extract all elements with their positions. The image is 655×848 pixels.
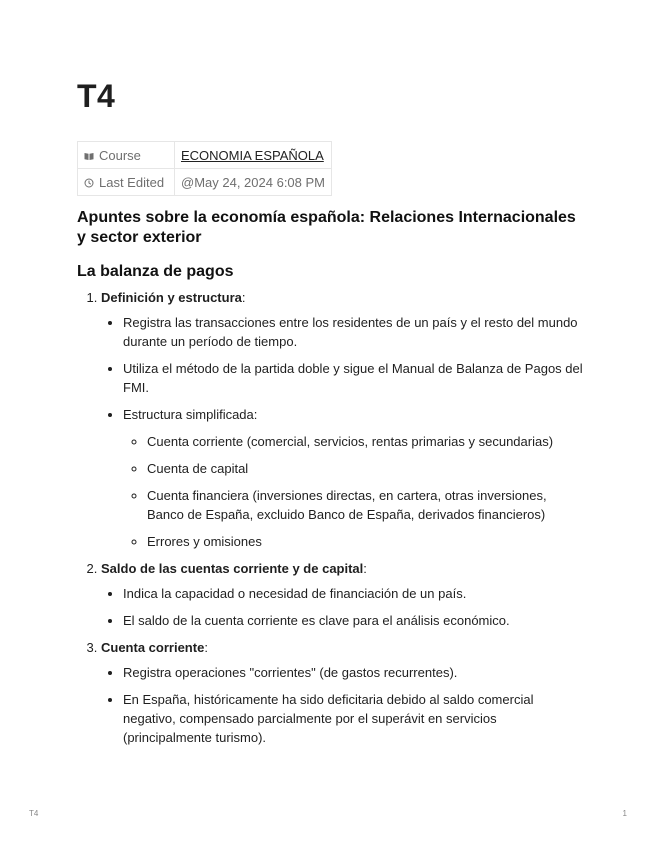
sub-bullet-list — [123, 432, 587, 551]
list-item: 1. Definición y estructura: • Registra las transacciones entre los residentes de un país y el resto del mundo durante un período de tiempo. • Utiliza el método de la partida doble y sigue el Manual de Balanza de Pagos del FMI. • Estructura simplificada: ◦ Cuenta corriente (comercial, servicios, rentas primarias y secundarias) ◦ Cuenta de capital ◦ Cuenta financiera (inversiones directas, en cartera, otras inversiones, Banco de España, excluido Banco de España, derivados financieros) ◦ Errores y omisiones — [101, 288, 587, 551]
clock-icon — [84, 178, 94, 188]
sub-bullet-item: ◦ Cuenta de capital — [147, 459, 587, 478]
item-title: Saldo de las cuentas corriente y de capital — [101, 561, 364, 576]
book-icon — [84, 151, 94, 161]
list-item: 3. Cuenta corriente: • Registra operaciones "corrientes" (de gastos recurrentes). • En España, históricamente ha sido deficitaria debido al saldo comercial negativo, compensado parcialmente por el superávit en servicios (principalmente turismo). — [101, 638, 587, 747]
bullet-item: • Registra operaciones "corrientes" (de gastos recurrentes). — [123, 663, 587, 682]
bullet-item: • El saldo de la cuenta corriente es clave para el análisis económico. — [123, 611, 587, 630]
numbered-list — [77, 288, 587, 747]
footer-page-number: 1 — [622, 809, 627, 818]
sub-bullet-item: ◦ Cuenta corriente (comercial, servicios, rentas primarias y secundarias) — [147, 432, 587, 451]
bullet-item: • Registra las transacciones entre los residentes de un país y el resto del mundo durante un período de tiempo. — [123, 313, 587, 351]
item-title: Cuenta corriente — [101, 640, 205, 655]
property-key — [78, 142, 175, 169]
item-title: Definición y estructura — [101, 290, 242, 305]
course-link[interactable]: ECONOMIA ESPAÑOLA — [181, 147, 324, 163]
bullet-list — [101, 584, 587, 630]
subsection-heading: La balanza de pagos — [77, 263, 234, 280]
property-row-course — [78, 142, 332, 169]
bullet-item: • Indica la capacidad o necesidad de financiación de un país. — [123, 584, 587, 603]
sub-bullet-item: ◦ Errores y omisiones — [147, 532, 587, 551]
bullet-text: Estructura simplificada: — [123, 407, 258, 422]
bullet-list — [101, 663, 587, 747]
bullet-item: • En España, históricamente ha sido deficitaria debido al saldo comercial negativo, compensado parcialmente por el superávit en servicios (principalmente turismo). — [123, 690, 587, 747]
section-heading: Apuntes sobre la economía española: Relaciones Internacionales y sector exterior — [77, 209, 576, 246]
bullet-list — [101, 313, 587, 551]
properties-table — [77, 141, 332, 196]
property-row-last-edited — [78, 169, 332, 196]
footer-page-title: T4 — [29, 809, 39, 818]
property-key-label: Course — [99, 147, 141, 163]
property-value — [175, 142, 332, 169]
property-key-label: Last Edited — [99, 174, 165, 190]
bullet-item: • Utiliza el método de la partida doble y sigue el Manual de Balanza de Pagos del FMI. — [123, 359, 587, 397]
property-key — [78, 169, 175, 196]
property-value: @May 24, 2024 6:08 PM — [175, 169, 332, 196]
sub-bullet-item: ◦ Cuenta financiera (inversiones directas, en cartera, otras inversiones, Banco de España, excluido Banco de España, derivados financieros) — [147, 486, 587, 524]
content — [77, 208, 587, 755]
page-title: T4 — [77, 78, 116, 114]
bullet-item — [123, 405, 587, 551]
list-item: 2. Saldo de las cuentas corriente y de capital: • Indica la capacidad o necesidad de financiación de un país. • El saldo de la cuenta corriente es clave para el análisis económico. — [101, 559, 587, 630]
